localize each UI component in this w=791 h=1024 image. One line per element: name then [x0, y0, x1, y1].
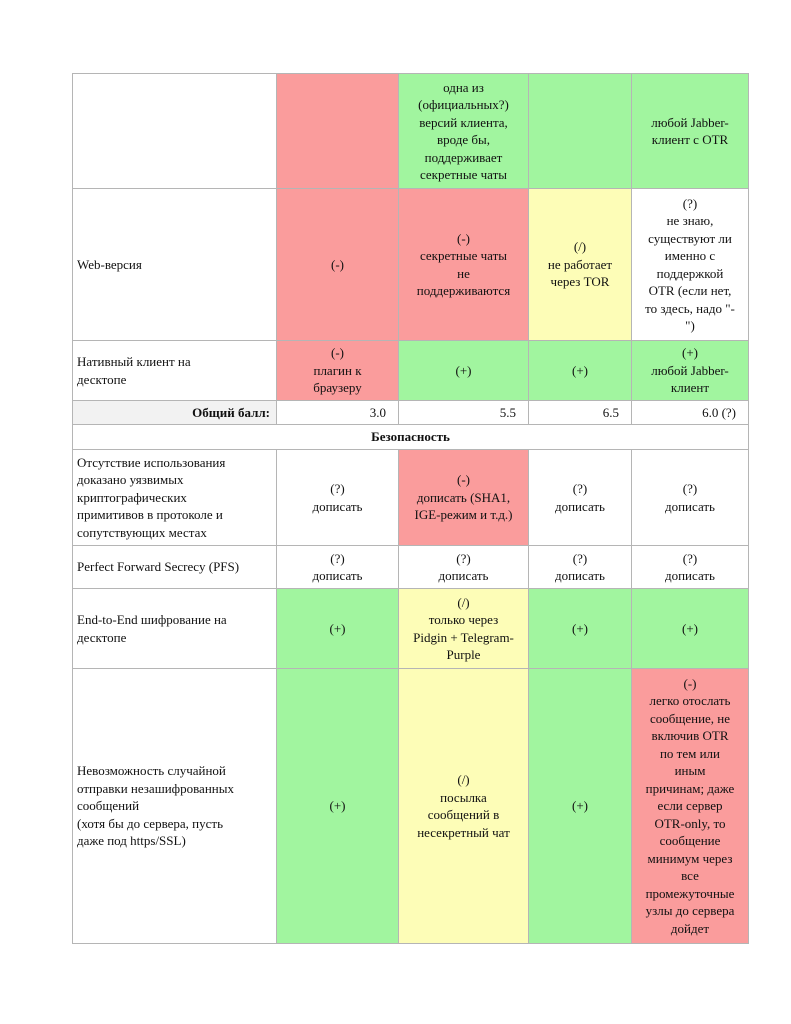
- value-cell: [632, 74, 749, 189]
- criterion-line: примитивов в протоколе и: [77, 507, 223, 523]
- cell-line: иным: [674, 763, 706, 779]
- value-cell: [399, 669, 529, 944]
- criterion-line: Web-версия: [77, 256, 142, 272]
- criterion-cell: [73, 74, 277, 189]
- criterion-line: десктопе: [77, 629, 127, 645]
- value-cell: [399, 74, 529, 189]
- cell-line: по тем или: [659, 745, 721, 761]
- value-cell: [529, 341, 632, 401]
- cell-line: дойдет: [670, 920, 710, 936]
- cell-line: вроде бы,: [437, 132, 490, 147]
- value-cell: [399, 450, 529, 546]
- table-row: [73, 589, 749, 669]
- score-value: 5.5: [399, 401, 529, 425]
- value-cell: [529, 189, 632, 341]
- cell-line: IGE-режим и т.д.): [414, 507, 513, 523]
- cell-line: включив OTR: [651, 728, 729, 744]
- criterion-cell: [73, 189, 277, 341]
- criterion-line: даже под https/SSL): [77, 833, 186, 849]
- criterion-line: криптографических: [77, 489, 187, 505]
- cell-line: именно с: [664, 248, 716, 263]
- value-cell: [277, 450, 399, 546]
- score-value: 3.0: [277, 401, 399, 425]
- cell-line: (официальных?): [418, 97, 509, 112]
- cell-line: (?): [682, 481, 698, 496]
- value-cell: [277, 341, 399, 401]
- cell-line: поддерживает: [424, 149, 503, 165]
- cell-line: минимум через: [647, 850, 733, 866]
- cell-line: (+): [682, 620, 698, 636]
- cell-line: Pidgin + Telegram-: [413, 629, 514, 645]
- value-cell: [277, 546, 399, 589]
- value-cell: [632, 669, 749, 944]
- cell-line: дописать: [554, 568, 605, 583]
- cell-line: (?): [682, 195, 698, 211]
- score-label: Общий балл:: [73, 401, 277, 425]
- cell-line: одна из: [443, 79, 484, 95]
- section-header-row: [73, 425, 749, 450]
- score-row: [73, 401, 749, 425]
- criterion-cell: [73, 450, 277, 546]
- cell-line: сообщение: [659, 833, 721, 849]
- cell-line: (+): [682, 345, 698, 361]
- value-cell: [529, 74, 632, 189]
- criterion-cell: [73, 589, 277, 669]
- cell-line: (?): [682, 550, 698, 566]
- value-cell: [277, 669, 399, 944]
- criterion-cell: [73, 669, 277, 944]
- score-value: 6.0 (?): [632, 401, 749, 425]
- criterion-cell: [73, 546, 277, 589]
- cell-line: промежуточные: [645, 885, 735, 901]
- cell-line: (/): [573, 239, 587, 255]
- cell-line: (?): [330, 550, 345, 566]
- criterion-line: десктопе: [77, 371, 127, 387]
- cell-line: не: [457, 265, 470, 281]
- cell-line: секретные чаты: [419, 167, 508, 182]
- value-cell: [529, 450, 632, 546]
- cell-line: OTR-only, то: [654, 815, 726, 831]
- table-row: [73, 450, 749, 546]
- criterion-line: Отсутствие использования: [77, 454, 226, 470]
- value-cell: [632, 341, 749, 401]
- cell-line: "): [685, 318, 695, 333]
- cell-line: (+): [572, 620, 588, 636]
- cell-line: все: [681, 868, 699, 884]
- criterion-line: (хотя бы до сервера, пусть: [77, 815, 224, 831]
- value-cell: [399, 546, 529, 589]
- value-cell: [529, 669, 632, 944]
- cell-line: не знаю,: [666, 213, 714, 228]
- table-row: [73, 341, 749, 401]
- cell-line: сообщение, не: [649, 710, 731, 726]
- criterion-line: сопутствующих местах: [77, 524, 207, 540]
- cell-line: причинам; даже: [645, 780, 735, 796]
- criterion-cell: [73, 341, 277, 401]
- cell-line: поддерживаются: [416, 283, 511, 298]
- cell-line: дописать: [554, 498, 605, 514]
- table-row: [73, 189, 749, 341]
- cell-line: любой Jabber-: [651, 362, 729, 378]
- cell-line: через TOR: [550, 274, 610, 290]
- cell-line: легко отослать: [649, 693, 731, 709]
- criterion-line: Perfect Forward Secrecy (PFS): [77, 559, 240, 575]
- cell-line: (?): [456, 550, 471, 566]
- cell-line: (-): [331, 345, 344, 361]
- cell-line: (+): [572, 798, 588, 814]
- value-cell: [277, 589, 399, 669]
- cell-line: (-): [331, 256, 344, 272]
- criterion-line: End-to-End шифрование на: [77, 612, 227, 627]
- table-row: [73, 74, 749, 189]
- cell-line: дописать: [664, 498, 715, 514]
- value-cell: [277, 189, 399, 341]
- cell-line: версий клиента,: [419, 114, 508, 130]
- value-cell: [399, 589, 529, 669]
- cell-line: дописать (SHA1,: [416, 489, 511, 505]
- value-cell: [399, 189, 529, 341]
- cell-line: узлы до сервера: [645, 903, 735, 919]
- cell-line: (/): [457, 772, 470, 787]
- value-cell: [632, 189, 749, 341]
- cell-line: клиент: [670, 380, 710, 396]
- cell-line: существуют ли: [648, 230, 732, 246]
- cell-line: дописать: [312, 568, 363, 583]
- cell-line: Purple: [446, 647, 481, 662]
- comparison-table: [72, 73, 749, 944]
- value-cell: [632, 450, 749, 546]
- cell-line: (+): [455, 362, 472, 378]
- cell-line: (?): [330, 481, 345, 496]
- score-value: 6.5: [529, 401, 632, 425]
- criterion-line: сообщений: [77, 798, 140, 814]
- cell-line: (-): [683, 675, 697, 691]
- cell-line: (-): [457, 230, 470, 246]
- cell-line: браузеру: [313, 380, 362, 396]
- cell-line: не работает: [547, 256, 613, 272]
- value-cell: [632, 589, 749, 669]
- cell-line: (/): [457, 594, 470, 610]
- value-cell: [529, 589, 632, 669]
- cell-line: дописать: [664, 568, 715, 583]
- cell-line: (+): [329, 798, 346, 814]
- cell-line: любой Jabber-: [651, 114, 729, 130]
- table-row: [73, 669, 749, 944]
- criterion-line: Невозможность случайной: [77, 763, 226, 779]
- cell-line: только через: [428, 612, 499, 627]
- criterion-line: доказано уязвимых: [77, 472, 184, 488]
- value-cell: [529, 546, 632, 589]
- cell-line: дописать: [312, 498, 363, 514]
- criterion-line: отправки незашифрованных: [77, 780, 234, 796]
- cell-line: (?): [572, 481, 588, 496]
- section-title: Безопасность: [73, 425, 749, 450]
- cell-line: секретные чаты: [419, 248, 508, 263]
- cell-line: (?): [572, 550, 588, 566]
- value-cell: [632, 546, 749, 589]
- cell-line: посылка: [440, 789, 487, 805]
- cell-line: плагин к: [313, 362, 362, 378]
- cell-line: клиент с OTR: [651, 132, 729, 147]
- cell-line: несекретный чат: [417, 824, 510, 840]
- value-cell: [277, 74, 399, 189]
- cell-line: (+): [329, 620, 346, 636]
- cell-line: дописать: [438, 568, 489, 583]
- criterion-line: Нативный клиент на: [77, 354, 191, 369]
- cell-line: если сервер: [657, 798, 723, 814]
- cell-line: то здесь, надо "-: [645, 300, 735, 316]
- cell-line: (-): [457, 472, 470, 488]
- cell-line: (+): [572, 362, 588, 378]
- table-row: [73, 546, 749, 589]
- value-cell: [399, 341, 529, 401]
- cell-line: OTR (если нет,: [648, 283, 732, 298]
- cell-line: сообщений в: [427, 807, 500, 822]
- cell-line: поддержкой: [656, 265, 724, 281]
